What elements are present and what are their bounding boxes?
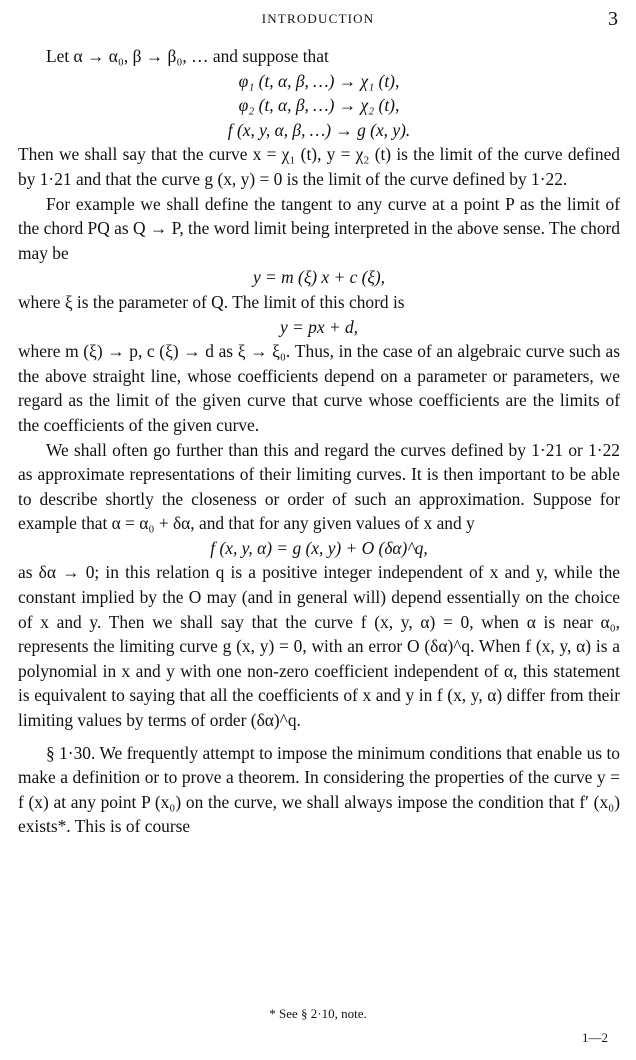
equation-4: y = m (ξ) x + c (ξ), — [252, 267, 386, 288]
running-head: INTRODUCTION — [261, 11, 375, 26]
footnote: * See § 2·10, note. — [269, 1006, 367, 1021]
page-header — [0, 8, 636, 32]
equation-block-1 — [18, 69, 620, 143]
equation-3: f (x, y, α, β, …) → g (x, y). — [227, 119, 411, 140]
equation-2: φ₂ (t, α, β, …) → χ₂ (t), — [238, 95, 400, 116]
paragraph-7: § 1·30. We frequently attempt to impose the minimum conditions that enable us to make a definition or to prove a theorem. In considering the properties of the curve y = f (x) at any point P (x₀) on the curve, we shall always impose the condition that f′ (x₀) exists*. This is of course — [18, 742, 620, 837]
intro-line: Let α → α₀, β → β₀, … and suppose that — [46, 46, 329, 66]
paragraph-2: For example we shall define the tangent to any curve at a point P as the limit of the chord PQ as Q → P, the word limit being interpreted in the above sense. The chord may be — [18, 193, 620, 263]
page-number: 3 — [608, 8, 618, 30]
paragraph-1: Then we shall say that the curve x = χ₁ (t), y = χ₂ (t) is the limit of the curve defined by 1·21 and that the curve g (x, y) = 0 is the limit of the curve defined by 1·22. — [18, 144, 620, 189]
paragraph-3: where ξ is the parameter of Q. The limit of this chord is — [18, 291, 405, 312]
equation-6: f (x, y, α) = g (x, y) + O (δα)^q, — [210, 537, 428, 558]
paragraph-5: We shall often go further than this and regard the curves defined by 1·21 or 1·22 as approximate representations of their limiting curves. It is then important to be able to describe shortly the closeness or order of such an approximation. Suppose for example that α = α₀ + δα, and that for any given values of x and y — [18, 439, 620, 534]
page-body — [18, 44, 620, 839]
equation-1: φ₁ (t, α, β, …) → χ₁ (t), — [238, 70, 400, 91]
paragraph-6: as δα → 0; in this relation q is a positive integer independent of x and y, while the constant implied by the O may (and in general will) depend essentially on the choice of x and y. Then we shall say that the curve f (x, y, α) = 0, when α is near α₀, represents the limiting curve g (x, y) = 0, with an error O (δα)^q. When f (x, y, α) is a polynomial in x and y with one non-zero coefficient independent of α, this statement is equivalent to saying that all the coefficients of x and y in f (x, y, α) differ from their limiting values by terms of order (δα)^q. — [18, 562, 620, 731]
signature-mark: 1—2 — [582, 1030, 608, 1045]
paragraph-4: where m (ξ) → p, c (ξ) → d as ξ → ξ₀. Thus, in the case of an algebraic curve such as the above straight line, whose coefficients depend on a parameter or parameters, we regard as the limit of the given curve that curve whose coefficients are the limits of the coefficients of the given curve. — [18, 341, 620, 435]
equation-5: y = px + d, — [279, 316, 359, 337]
section-gap — [18, 733, 620, 741]
